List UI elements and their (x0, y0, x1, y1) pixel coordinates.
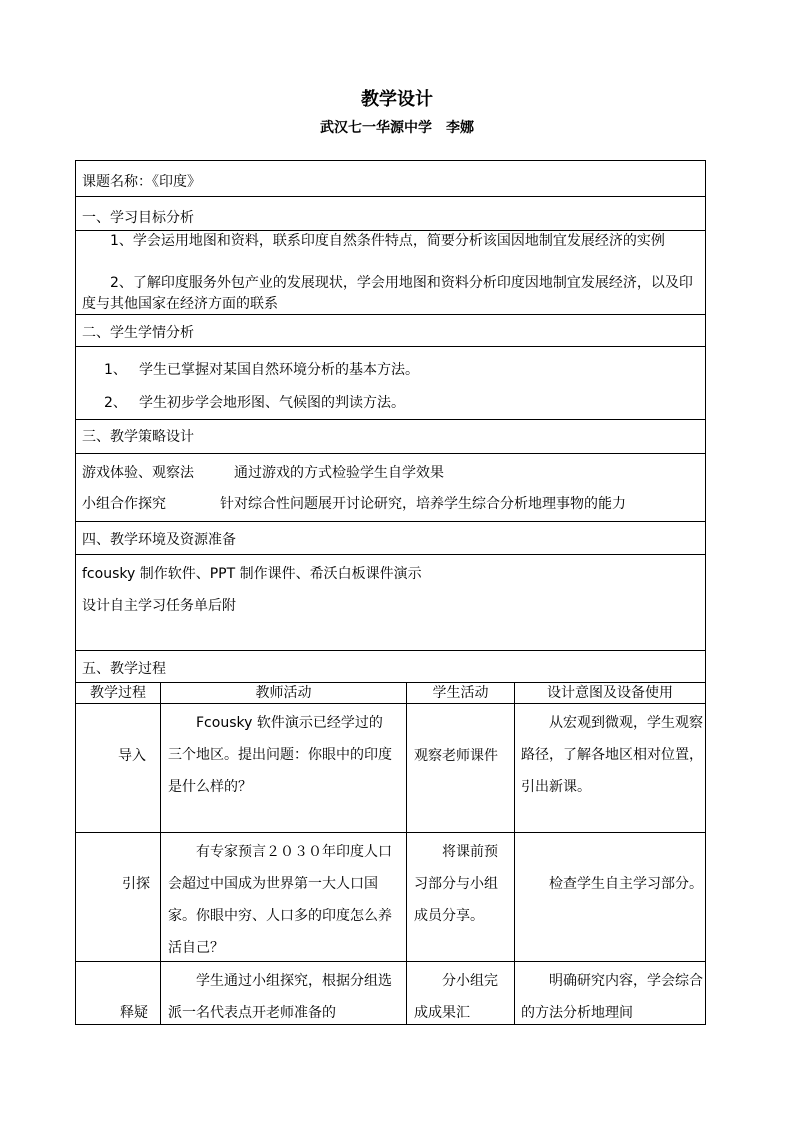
student-activity-cell: 观察老师课件 (414, 748, 498, 764)
student-activity-cell: 分小组完成成果汇 (414, 973, 498, 1021)
divider (75, 650, 706, 651)
design-intent-cell: 检查学生自主学习部分。 (549, 876, 703, 892)
strategy-method: 游戏体验、观察法 (82, 465, 194, 481)
section-heading: 二、学生学情分析 (82, 325, 194, 341)
divider (75, 521, 706, 522)
column-header: 学生活动 (432, 685, 489, 701)
column-header: 设计意图及设备使用 (547, 685, 673, 701)
column-divider (406, 682, 407, 1024)
course-name: 课题名称：《印度》 (82, 174, 201, 190)
student-activity-cell: 将课前预习部分与小组成员分享。 (414, 844, 498, 924)
design-intent-cell: 从宏观到微观，学生观察路径，了解各地区相对位置，引出新课。 (521, 715, 703, 795)
column-header: 教师活动 (255, 685, 312, 701)
divider (75, 554, 706, 555)
teacher-activity-cell: Fcousky 软件演示已经学过的三个地区。提出问题：你眼中的印度是什么样的？ (168, 715, 392, 795)
objective-item: 1、学会运用地图和资料，联系印度自然条件特点，简要分析该国因地制宜发展经济的实例 (110, 233, 665, 249)
learner-analysis-item: 学生初步学会地形图、气候图的判读方法。 (139, 395, 405, 411)
divider (75, 703, 706, 704)
strategy-method: 小组合作探究 (82, 496, 166, 512)
resource-line: 设计自主学习任务单后附 (82, 598, 236, 614)
stage-cell: 引探 (122, 876, 150, 892)
section-heading: 一、学习目标分析 (82, 210, 194, 226)
strategy-description: 通过游戏的方式检验学生自学效果 (234, 465, 444, 481)
teacher-activity-cell: 有专家预言２０３０年印度人口会超过中国成为世界第一大人口国家。你眼中穷、人口多的印度怎么养活自己？ (168, 844, 392, 956)
design-intent-cell: 明确研究内容，学会综合的方法分析地理间 (521, 973, 703, 1021)
divider (75, 346, 706, 347)
divider (75, 196, 706, 197)
divider (75, 832, 706, 833)
section-heading: 四、教学环境及资源准备 (82, 532, 236, 548)
column-header: 教学过程 (90, 685, 146, 701)
column-divider (514, 682, 515, 1024)
stage-cell: 导入 (118, 748, 146, 764)
resource-line: fcousky 制作软件、PPT 制作课件、希沃白板课件演示 (82, 566, 422, 582)
document-title: 教学设计 (361, 89, 433, 110)
learner-analysis-item: 学生已掌握对某国自然环境分析的基本方法。 (139, 362, 419, 378)
strategy-description: 针对综合性问题展开讨论研究，培养学生综合分析地理事物的能力 (220, 496, 626, 512)
list-number: 1、 (104, 362, 127, 378)
list-number: 2、 (104, 395, 127, 411)
objective-item: 2、了解印度服务外包产业的发展现状，学会用地图和资料分析印度因地制宜发展经济，以及印度与其他国家在经济方面的联系 (82, 275, 693, 312)
divider (75, 419, 706, 420)
divider (75, 453, 706, 454)
stage-cell: 释疑 (120, 1005, 148, 1021)
teacher-activity-cell: 学生通过小组探究，根据分组选派一名代表点开老师准备的 (168, 973, 392, 1021)
document-subtitle: 武汉七一华源中学 李娜 (320, 120, 474, 136)
column-divider (160, 682, 161, 1024)
section-heading: 三、教学策略设计 (82, 429, 194, 445)
section-heading: 五、教学过程 (82, 661, 166, 677)
